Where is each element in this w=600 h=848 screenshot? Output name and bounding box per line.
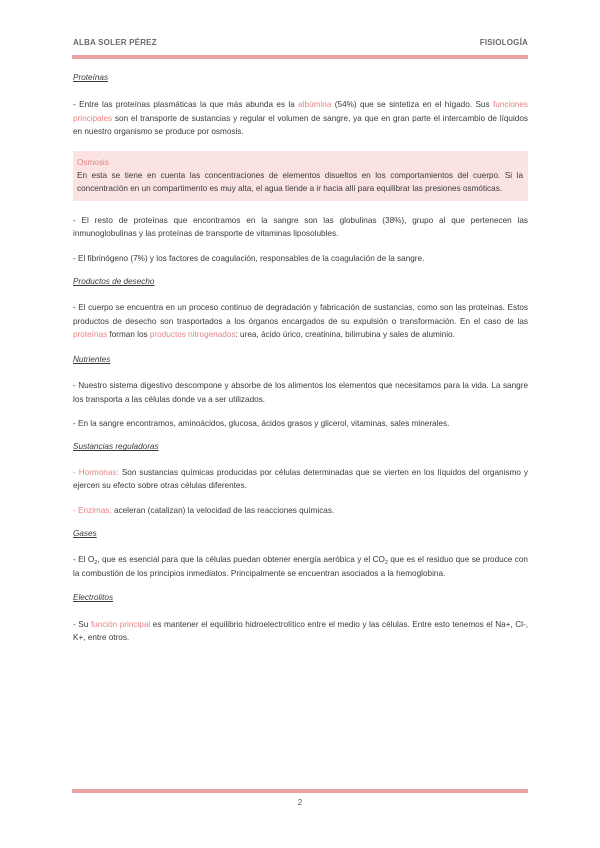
paragraph-enzimas <box>73 504 528 517</box>
highlight-albumina: albúmina <box>298 100 332 110</box>
page-number: 2 <box>297 798 303 807</box>
text: : urea, ácido úrico, creatinina, bilirrubina y sales de aluminio. <box>235 330 455 340</box>
callout-title: Osmosis <box>77 157 109 167</box>
paragraph-fibrinogeno: - El fibrinógeno (7%) y los factores de coagulación, responsables de la coagulación de la sangre. <box>73 253 425 263</box>
paragraph-gases <box>73 553 528 580</box>
header-subject: FISIOLOGÍA <box>479 38 528 47</box>
paragraph-digestivo: - Nuestro sistema digestivo descompone y absorbe de los alimentos los elementos que necesitamos para la vida. La sangre los transporta a las células donde va a ser utilizados. <box>73 381 528 404</box>
callout-text: En esta se tiene en cuenta las concentraciones de elementos disueltos en los comportamientos del cuerpo. Si la concentración en un compartimento es muy alta, el agua tiende a ir hacia allí para equilibrar las presiones osmóticas. <box>77 171 523 194</box>
text: - El cuerpo se encuentra en un proceso continuo de degradación y fabricación de sustancias, como son las proteínas. Estos productos de desecho son trasportados a los órganos encargados de su expulsión o transformación. En el caso de las <box>73 303 528 326</box>
page-content <box>73 71 528 644</box>
text: forman los <box>107 330 150 340</box>
highlight-proteinas: proteínas <box>73 330 108 340</box>
text: - Entre las proteínas plasmáticas la que más abunda es la <box>73 100 299 110</box>
subscript: 2 <box>384 560 388 567</box>
section-heading-gases: Gases <box>73 528 97 538</box>
section-heading-electrolitos: Electrolitos <box>73 593 114 603</box>
header-rule <box>72 55 528 59</box>
section-heading-nutrientes: Nutrientes <box>73 354 111 364</box>
section-heading-desecho: Productos de desecho <box>73 277 155 287</box>
highlight-nitrogenados: productos nitrogenados <box>149 330 236 340</box>
text: - El O <box>73 555 95 565</box>
text: Son sustancias químicas producidas por células determinadas que se vierten en los líquidos del organismo y ejercen su efecto sobre otras células diferentes. <box>73 467 528 491</box>
section-heading-proteinas: Proteínas <box>73 73 109 82</box>
paragraph-electrolitos <box>73 618 528 645</box>
subscript: 2 <box>94 560 98 567</box>
text: , que es esencial para que la células puedan obtener energía aeróbica y el CO <box>97 555 385 565</box>
text: - Su <box>73 619 91 629</box>
highlight-funciones: funciones principales <box>73 100 528 123</box>
highlight-enzimas: - Enzimas: <box>73 505 112 515</box>
osmosis-callout <box>73 151 528 201</box>
paragraph-globulinas: - El resto de proteínas que encontramos en la sangre son las globulinas (38%), grupo al que pertenecen las inmunoglobulinas y las proteínas de transporte de vitaminas liposolubles. <box>73 215 528 239</box>
header-author: ALBA SOLER PÉREZ <box>73 38 157 47</box>
text: (54%) que se sintetiza en el hígado. Sus <box>331 100 493 110</box>
paragraph-hormonas <box>73 466 528 493</box>
paragraph-desecho <box>73 301 528 341</box>
highlight-hormonas: - Hormonas: <box>73 467 119 477</box>
text: son el transporte de sustancias y regular el volumen de sangre, ya que en gran parte el intercambio de líquidos en nuestro organismo se produce por osmosis. <box>73 113 528 137</box>
text: que es el residuo que se produce con la combustión de los principios inmediatos. Principalmente se encuentran asociados a la hemoglobina. <box>73 555 528 578</box>
paragraph-sangre: - En la sangre encontramos, aminoácidos, glucosa, ácidos grasos y glicerol, vitaminas, sales minerales. <box>73 418 450 428</box>
text: aceleran (catalizan) la velocidad de las reacciones químicas. <box>111 505 335 515</box>
paragraph-albumina <box>73 98 528 138</box>
section-heading-reguladoras: Sustancias reguladoras <box>73 442 159 452</box>
text: es mantener el equilibrio hidroelectrolítico entre el medio y las células. Entre esto tenemos el Na+, Cl-, K+, entre otros. <box>73 619 529 642</box>
highlight-funcion: función principal <box>90 619 151 629</box>
footer-rule <box>72 789 528 793</box>
